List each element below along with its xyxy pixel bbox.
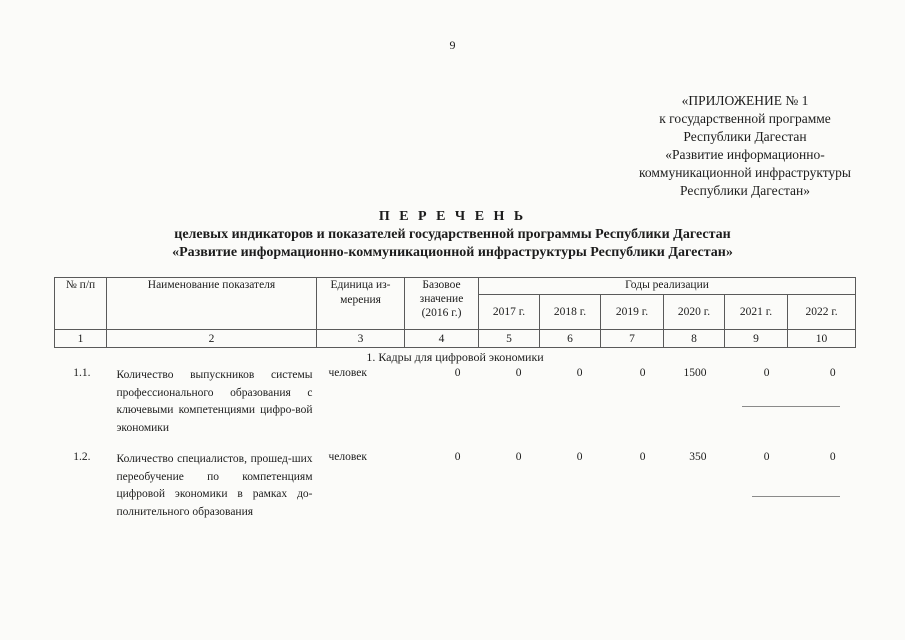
year-value: 0 bbox=[829, 451, 836, 463]
header-year: 2019 г. bbox=[601, 295, 664, 330]
column-number: 2 bbox=[107, 330, 317, 348]
column-number: 10 bbox=[788, 330, 856, 348]
section-heading: 1. Кадры для цифровой экономики bbox=[366, 350, 544, 364]
header-year: 2017 г. bbox=[479, 295, 540, 330]
base-value: 0 bbox=[454, 451, 461, 463]
year-value: 0 bbox=[763, 367, 770, 379]
year-value: 1500 bbox=[683, 367, 707, 379]
title-line: целевых индикаторов и показателей государственной программы Республики Дагестан bbox=[174, 227, 731, 242]
column-number: 8 bbox=[664, 330, 725, 348]
appendix-caption bbox=[560, 92, 905, 200]
document-title bbox=[0, 208, 905, 262]
appendix-line: к государственной программе bbox=[659, 111, 831, 126]
base-value: 0 bbox=[454, 367, 461, 379]
column-number: 1 bbox=[55, 330, 107, 348]
title-line: П Е Р Е Ч Е Н Ь bbox=[378, 209, 527, 224]
indicator-name: Количество специалистов, прошед-ших переобучение по компетенциям цифровой экономики в рамках до-полнительного образования bbox=[116, 453, 313, 518]
header-num: № п/п bbox=[55, 278, 107, 330]
indicator-name: Количество выпускников системы профессионального образования с ключевыми компетенциями цифро-вой экономики bbox=[116, 369, 313, 434]
column-number: 6 bbox=[540, 330, 601, 348]
appendix-line: «ПРИЛОЖЕНИЕ № 1 bbox=[681, 93, 809, 108]
header-base-line: (2016 г.) bbox=[421, 307, 462, 319]
row-number: 1.2. bbox=[73, 451, 91, 463]
appendix-line: Республики Дагестан» bbox=[679, 183, 810, 198]
header-base-line: Базовое bbox=[422, 279, 461, 291]
year-value: 0 bbox=[576, 451, 583, 463]
page-number: 9 bbox=[449, 38, 456, 52]
unit-cell: человек bbox=[328, 367, 367, 379]
column-number: 7 bbox=[601, 330, 664, 348]
header-base-line: значение bbox=[419, 293, 464, 305]
year-value: 0 bbox=[515, 451, 522, 463]
appendix-line: «Развитие информационно- bbox=[665, 147, 825, 162]
header-year: 2022 г. bbox=[788, 295, 856, 330]
title-line: «Развитие информационно-коммуникационной инфраструктуры Республики Дагестан» bbox=[172, 245, 733, 260]
column-number: 5 bbox=[479, 330, 540, 348]
year-value: 0 bbox=[639, 367, 646, 379]
year-value: 350 bbox=[689, 451, 707, 463]
pen-underline-mark bbox=[742, 406, 840, 407]
pen-underline-mark bbox=[752, 496, 840, 497]
appendix-line: коммуникационной инфраструктуры bbox=[639, 165, 851, 180]
header-unit: Единица из-мерения bbox=[317, 278, 405, 330]
column-number: 9 bbox=[725, 330, 788, 348]
column-number: 4 bbox=[405, 330, 479, 348]
appendix-line: Республики Дагестан bbox=[683, 129, 807, 144]
header-year: 2018 г. bbox=[540, 295, 601, 330]
table-row bbox=[55, 451, 856, 521]
column-number: 3 bbox=[317, 330, 405, 348]
header-year: 2021 г. bbox=[725, 295, 788, 330]
year-value: 0 bbox=[515, 367, 522, 379]
table-row bbox=[55, 367, 856, 451]
year-value: 0 bbox=[639, 451, 646, 463]
row-number: 1.1. bbox=[73, 367, 91, 379]
header-base bbox=[405, 278, 479, 330]
year-value: 0 bbox=[829, 367, 836, 379]
unit-cell: человек bbox=[328, 451, 367, 463]
header-name: Наименование показателя bbox=[107, 278, 317, 330]
header-years: Годы реализации bbox=[479, 278, 856, 295]
year-value: 0 bbox=[763, 451, 770, 463]
header-year: 2020 г. bbox=[664, 295, 725, 330]
year-value: 0 bbox=[576, 367, 583, 379]
indicators-table bbox=[54, 277, 856, 521]
